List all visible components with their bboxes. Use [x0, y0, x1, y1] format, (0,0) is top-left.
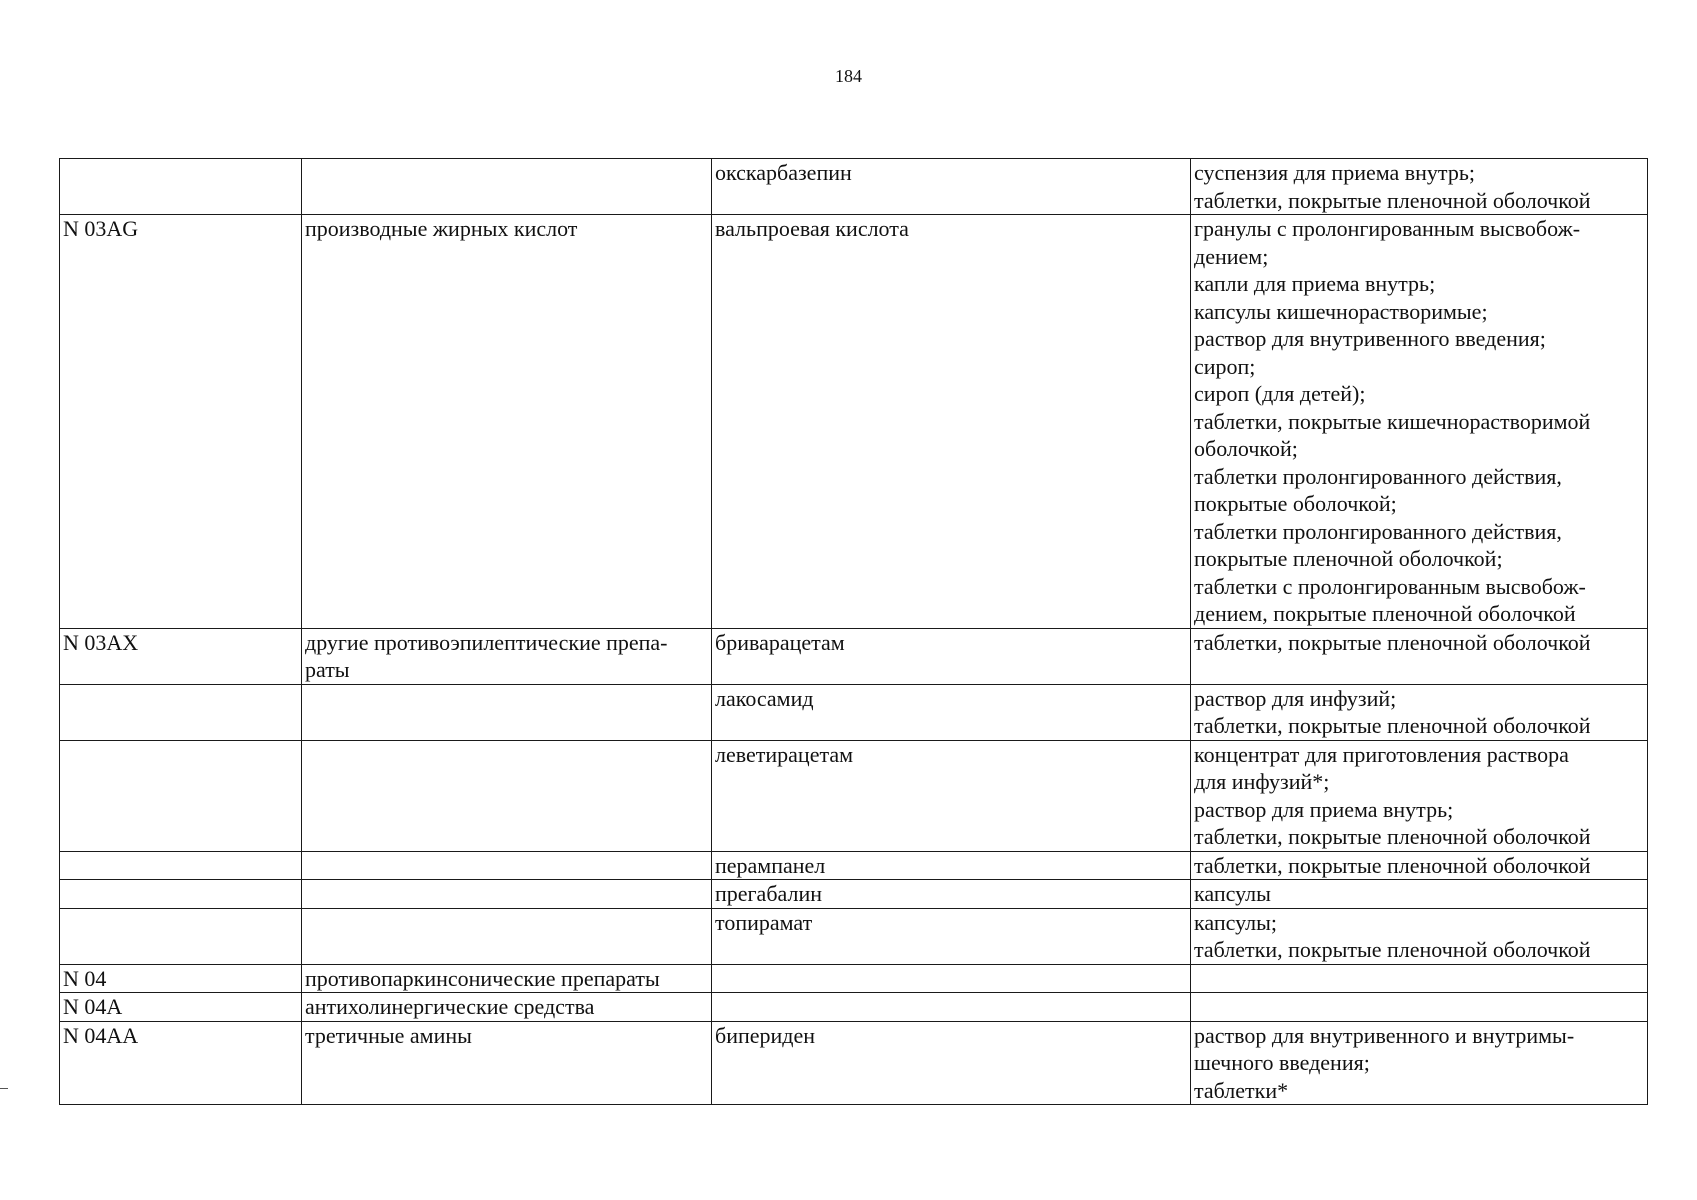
table-row [60, 851, 1648, 880]
group-cell [302, 740, 712, 851]
table-row [60, 740, 1648, 851]
drug-cell [712, 993, 1191, 1022]
group-cell: производные жирных кислот [302, 215, 712, 629]
drug-cell: окскарбазепин [712, 159, 1191, 215]
table-row [60, 964, 1648, 993]
forms-cell [1191, 964, 1648, 993]
code-cell: N 03AX [60, 628, 302, 684]
drug-cell: бриварацетам [712, 628, 1191, 684]
table-row [60, 880, 1648, 909]
code-cell: N 04 [60, 964, 302, 993]
margin-mark [0, 1088, 8, 1089]
code-cell [60, 159, 302, 215]
table-row [60, 684, 1648, 740]
forms-cell: суспензия для приема внутрь; таблетки, покрытые пленочной оболочкой [1191, 159, 1648, 215]
group-cell [302, 851, 712, 880]
code-cell: N 04AA [60, 1021, 302, 1105]
table-row [60, 1021, 1648, 1105]
code-cell [60, 740, 302, 851]
forms-cell: концентрат для приготовления раствора для инфузий*; раствор для приема внутрь; таблетки, покрытые пленочной оболочкой [1191, 740, 1648, 851]
group-cell [302, 684, 712, 740]
forms-cell: таблетки, покрытые пленочной оболочкой [1191, 628, 1648, 684]
table-row [60, 993, 1648, 1022]
code-cell: N 03AG [60, 215, 302, 629]
code-cell [60, 851, 302, 880]
table-body [60, 159, 1648, 1105]
group-cell: противопаркинсонические препараты [302, 964, 712, 993]
forms-cell: раствор для внутривенного и внутримы- шечного введения; таблетки* [1191, 1021, 1648, 1105]
drug-cell: вальпроевая кислота [712, 215, 1191, 629]
forms-cell: раствор для инфузий; таблетки, покрытые пленочной оболочкой [1191, 684, 1648, 740]
code-cell [60, 880, 302, 909]
drug-cell: лакосамид [712, 684, 1191, 740]
code-cell [60, 908, 302, 964]
group-cell: антихолинергические средства [302, 993, 712, 1022]
drug-cell: леветирацетам [712, 740, 1191, 851]
table-row [60, 159, 1648, 215]
group-cell: другие противоэпилептические препа- раты [302, 628, 712, 684]
drug-cell: перампанел [712, 851, 1191, 880]
forms-cell: таблетки, покрытые пленочной оболочкой [1191, 851, 1648, 880]
page-number: 184 [835, 66, 862, 86]
table-row [60, 215, 1648, 629]
table-row [60, 908, 1648, 964]
group-cell [302, 908, 712, 964]
group-cell [302, 880, 712, 909]
group-cell: третичные амины [302, 1021, 712, 1105]
table-row [60, 628, 1648, 684]
drug-cell: бипериден [712, 1021, 1191, 1105]
drug-cell [712, 964, 1191, 993]
code-cell [60, 684, 302, 740]
forms-cell: капсулы [1191, 880, 1648, 909]
drug-cell: прегабалин [712, 880, 1191, 909]
forms-cell [1191, 993, 1648, 1022]
code-cell: N 04A [60, 993, 302, 1022]
forms-cell: гранулы с пролонгированным высвобож- дением; капли для приема внутрь; капсулы кишечнорастворимые; раствор для внутривенного введения; сироп; сироп (для детей); таблетки, покрытые кишечнорастворимой оболочкой; таблетки пролонгированного действия, покрытые оболочкой; таблетки пролонгированного действия, покрытые пленочной оболочкой; таблетки с пролонгированным высвобож- дением, покрытые пленочной оболочкой [1191, 215, 1648, 629]
drug-cell: топирамат [712, 908, 1191, 964]
group-cell [302, 159, 712, 215]
forms-cell: капсулы; таблетки, покрытые пленочной оболочкой [1191, 908, 1648, 964]
medication-table [59, 158, 1648, 1105]
